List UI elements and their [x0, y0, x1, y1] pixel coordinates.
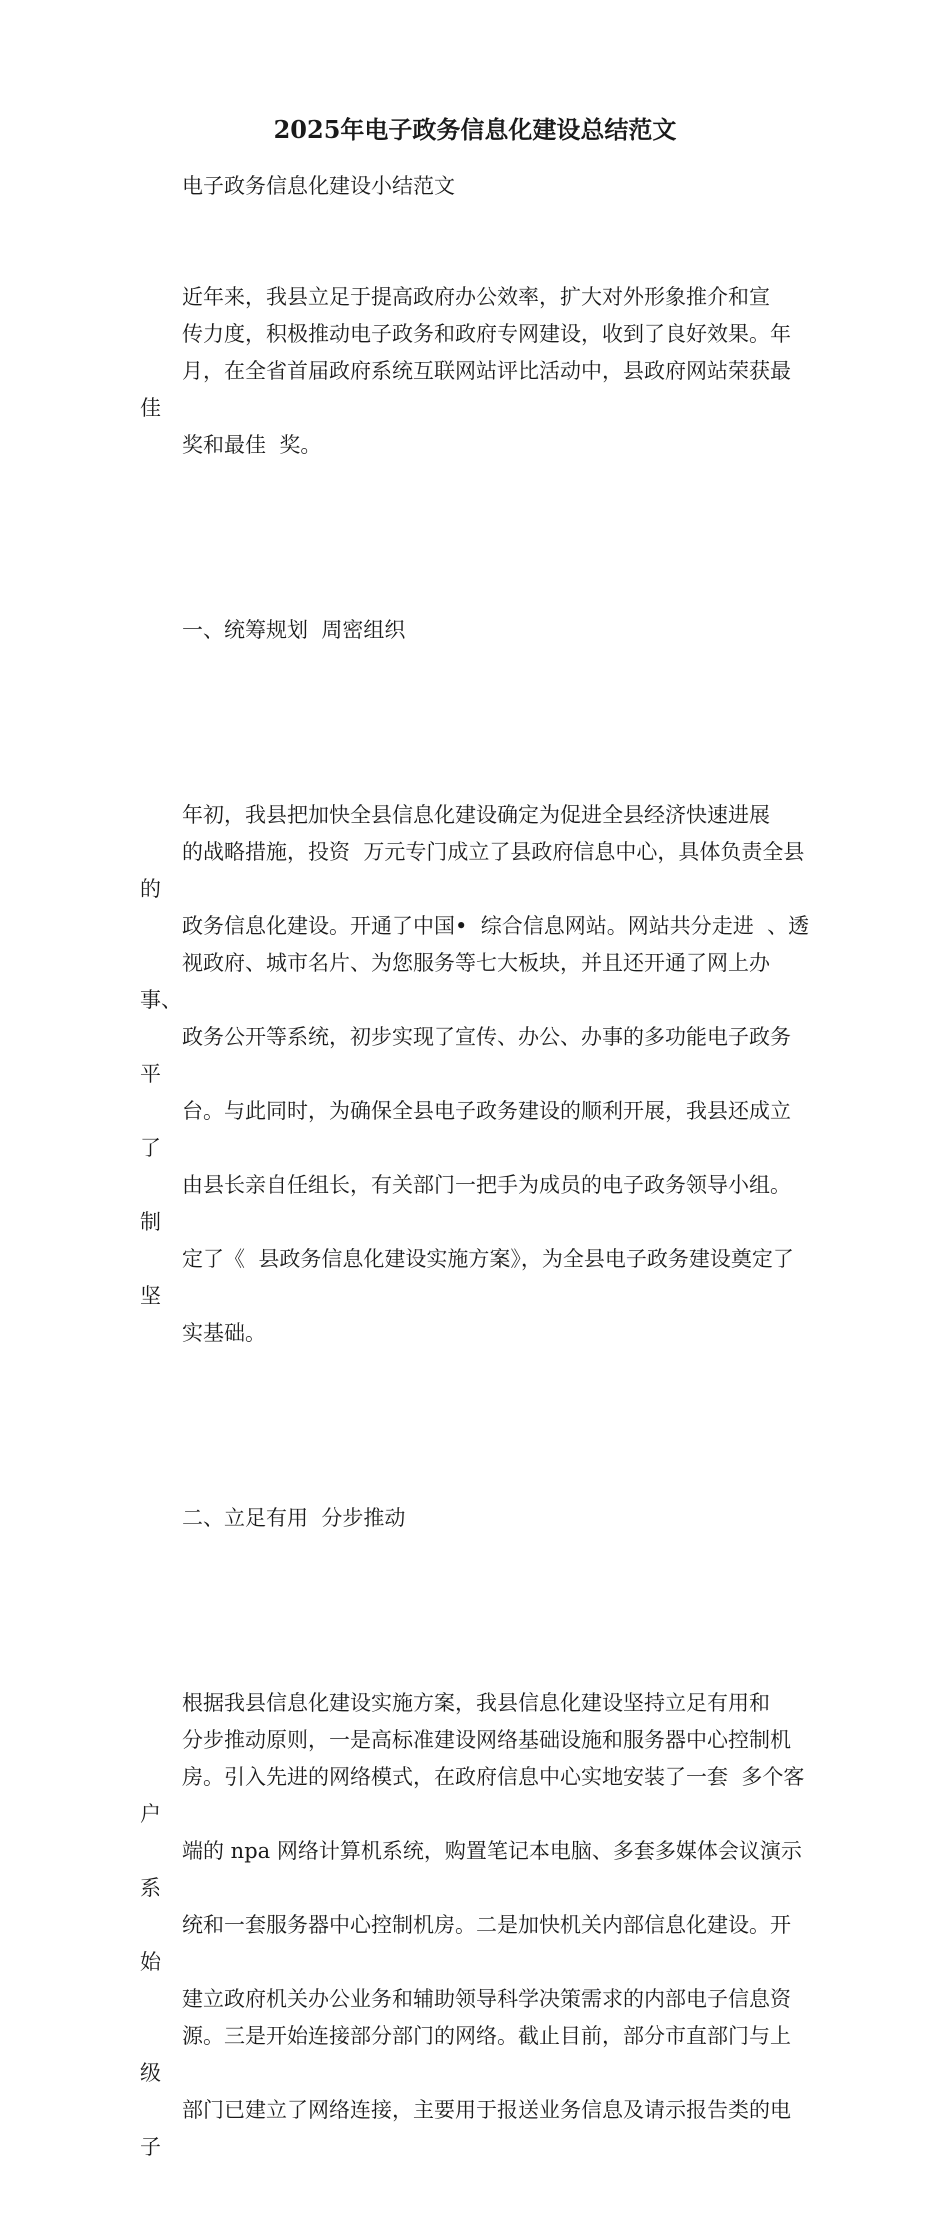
section-heading-line: 二、立足有用 分步推动: [182, 1506, 406, 1530]
paragraph-section-1: [140, 723, 810, 1426]
paragraph-line: 统和一套服务器中心控制机房。二是加快机关内部信息化建设。开始: [140, 1913, 791, 1974]
paragraph-line: 建立政府机关办公业务和辅助领导科学决策需求的内部电子信息资: [182, 1987, 791, 2011]
paragraph-line: 定了《 县政务信息化建设实施方案》，为全县电子政务建设奠定了坚: [140, 1247, 794, 1308]
paragraph-section-2: [140, 1611, 810, 2240]
section-heading-line: 一、统筹规划 周密组织: [182, 618, 406, 642]
section-heading-1: [140, 538, 810, 723]
document-title: 2025年电子政务信息化建设总结范文: [273, 115, 677, 144]
document-subtitle: 电子政务信息化建设小结范文: [182, 174, 455, 198]
paragraph-line: 传力度，积极推动电子政务和政府专网建设，收到了良好效果。年: [182, 322, 791, 346]
paragraph-line: 分步推动原则，一是高标准建设网络基础设施和服务器中心控制机: [182, 1728, 791, 1752]
paragraph-line: 月，在全省首届政府系统互联网站评比活动中，县政府网站荣获最佳: [140, 359, 791, 420]
paragraph-line: 政务公开等系统，初步实现了宣传、办公、办事的多功能电子政务平: [140, 1025, 791, 1086]
paragraph-line: 实基础。: [182, 1321, 266, 1345]
paragraph-line: 视政府、城市名片、为您服务等七大板块，并且还开通了网上办事、: [140, 951, 770, 1012]
paragraph-line: 端的 npa 网络计算机系统，购置笔记本电脑、多套多媒体会议演示系: [140, 1839, 802, 1900]
document-body: [140, 168, 810, 2240]
paragraph-line: 政务信息化建设。开通了中国• 综合信息网站。网站共分走进 、透: [182, 914, 810, 938]
paragraph-line: 年初，我县把加快全县信息化建设确定为促进全县经济快速进展: [182, 803, 770, 827]
paragraph-line: 近年来，我县立足于提高政府办公效率，扩大对外形象推介和宣: [182, 285, 770, 309]
section-heading-2: [140, 1426, 810, 1611]
paragraph-line: 根据我县信息化建设实施方案，我县信息化建设坚持立足有用和: [182, 1691, 770, 1715]
paragraph-line: 由县长亲自任组长，有关部门一把手为成员的电子政务领导小组。制: [140, 1173, 791, 1234]
paragraph-line: 台。与此同时，为确保全县电子政务建设的顺利开展，我县还成立了: [140, 1099, 791, 1160]
paragraph-line: 房。引入先进的网络模式，在政府信息中心实地安装了一套 多个客户: [140, 1765, 805, 1826]
paragraph-line: 的战略措施，投资 万元专门成立了县政府信息中心，具体负责全县的: [140, 840, 805, 901]
paragraph-line: 部门已建立了网络连接，主要用于报送业务信息及请示报告类的电子: [140, 2098, 791, 2159]
paragraph-line: 源。三是开始连接部分部门的网络。截止目前，部分市直部门与上级: [140, 2024, 791, 2085]
paragraph-intro: [140, 205, 810, 538]
paragraph-line: 奖和最佳 奖。: [182, 433, 322, 457]
